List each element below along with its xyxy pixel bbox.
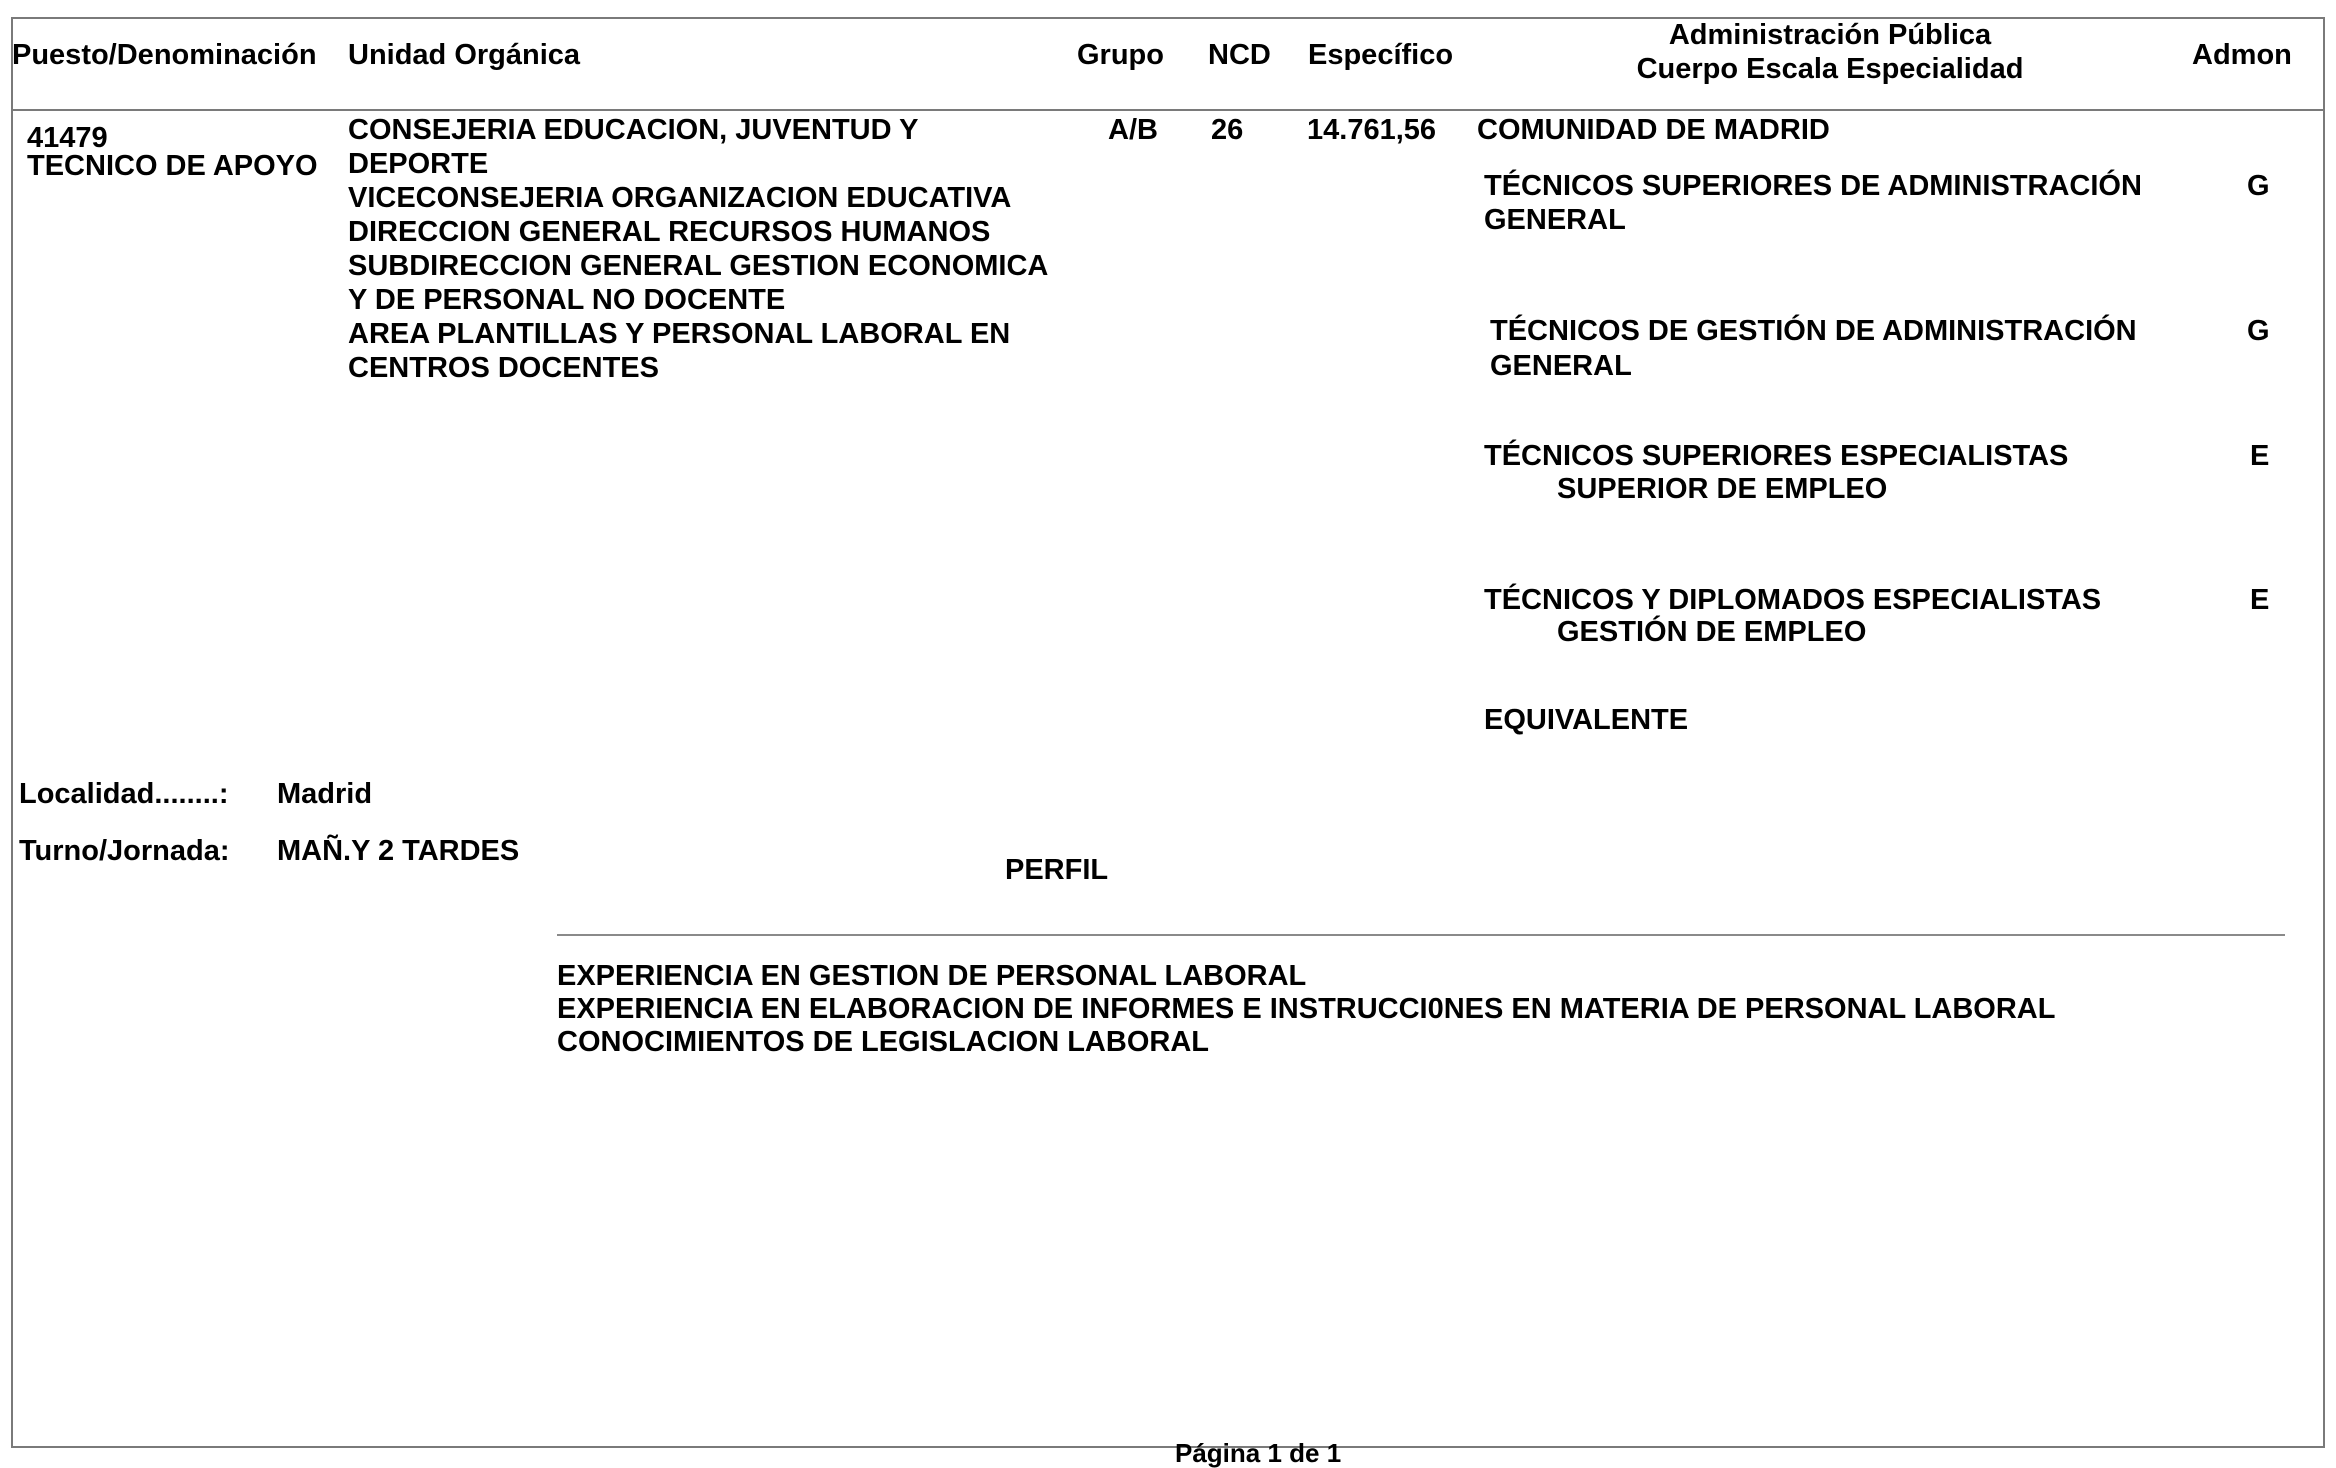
unidad-line: DIRECCION GENERAL RECURSOS HUMANOS [348, 216, 991, 248]
cuerpo-2-line1: TÉCNICOS DE GESTIÓN DE ADMINISTRACIÓN [1490, 315, 2137, 347]
unidad-line: Y DE PERSONAL NO DOCENTE [348, 284, 786, 316]
page-number-text: Página 1 de 1 [1175, 1438, 1342, 1468]
unidad-line: VICECONSEJERIA ORGANIZACION EDUCATIVA [348, 182, 1012, 214]
cuerpo-2-line2: GENERAL [1490, 350, 1632, 382]
header-cuerpo-escala: Cuerpo Escala Especialidad [1636, 53, 2024, 85]
cuerpo-1-admon: G [2247, 170, 2270, 202]
localidad-label: Localidad........: [19, 778, 229, 810]
header-separator [11, 109, 2325, 111]
header-admon: Admon [2192, 39, 2292, 71]
grupo-value: A/B [1108, 114, 1158, 146]
header-admin-publica: Administración Pública [1668, 19, 1992, 51]
page-footer [1175, 1438, 1365, 1468]
cuerpo-1-line2: GENERAL [1484, 204, 1626, 236]
turno-value: MAÑ.Y 2 TARDES [277, 835, 520, 867]
unidad-line: DEPORTE [348, 148, 489, 180]
unidad-line: CENTROS DOCENTES [348, 352, 659, 384]
cuerpo-3-line2: SUPERIOR DE EMPLEO [1557, 473, 1888, 505]
unidad-line: CONSEJERIA EDUCACION, JUVENTUD Y [348, 114, 919, 146]
perfil-item: EXPERIENCIA EN GESTION DE PERSONAL LABORAL [557, 960, 1307, 992]
ncd-value: 26 [1211, 114, 1244, 146]
perfil-divider [557, 934, 2285, 936]
cuerpo-3-admon: E [2250, 440, 2270, 472]
unidad-line: SUBDIRECCION GENERAL GESTION ECONOMICA [348, 250, 1049, 282]
header-ncd: NCD [1208, 39, 1271, 71]
cuerpo-4-admon: E [2250, 584, 2270, 616]
especifico-value: 14.761,56 [1307, 114, 1437, 146]
header-especifico: Específico [1308, 39, 1454, 71]
perfil-item: EXPERIENCIA EN ELABORACION DE INFORMES E INSTRUCCI0NES EN MATERIA DE PERSONAL LABORAL [557, 993, 2056, 1025]
cuerpo-2-admon: G [2247, 315, 2270, 347]
cuerpo-4-line2: GESTIÓN DE EMPLEO [1557, 616, 1867, 648]
perfil-title: PERFIL [1005, 854, 1109, 886]
puesto-denominacion: TECNICO DE APOYO [27, 150, 318, 182]
puesto-numero: 41479 [27, 122, 108, 154]
header-grupo: Grupo [1077, 39, 1164, 71]
localidad-value: Madrid [277, 778, 373, 810]
cuerpo-1-line1: TÉCNICOS SUPERIORES DE ADMINISTRACIÓN [1484, 170, 2142, 202]
perfil-item: CONOCIMIENTOS DE LEGISLACION LABORAL [557, 1026, 1209, 1058]
unidad-organica [348, 113, 1048, 385]
turno-label: Turno/Jornada: [19, 835, 230, 867]
cuerpo-3-line1: TÉCNICOS SUPERIORES ESPECIALISTAS [1484, 440, 2069, 472]
cuerpo-5-line1: EQUIVALENTE [1484, 704, 1689, 736]
unidad-line: AREA PLANTILLAS Y PERSONAL LABORAL EN [348, 318, 1011, 350]
administracion-value: COMUNIDAD DE MADRID [1477, 114, 1830, 146]
cuerpo-4-line1: TÉCNICOS Y DIPLOMADOS ESPECIALISTAS [1484, 584, 2102, 616]
header-unidad: Unidad Orgánica [348, 39, 581, 71]
header-puesto: Puesto/Denominación [12, 39, 317, 71]
